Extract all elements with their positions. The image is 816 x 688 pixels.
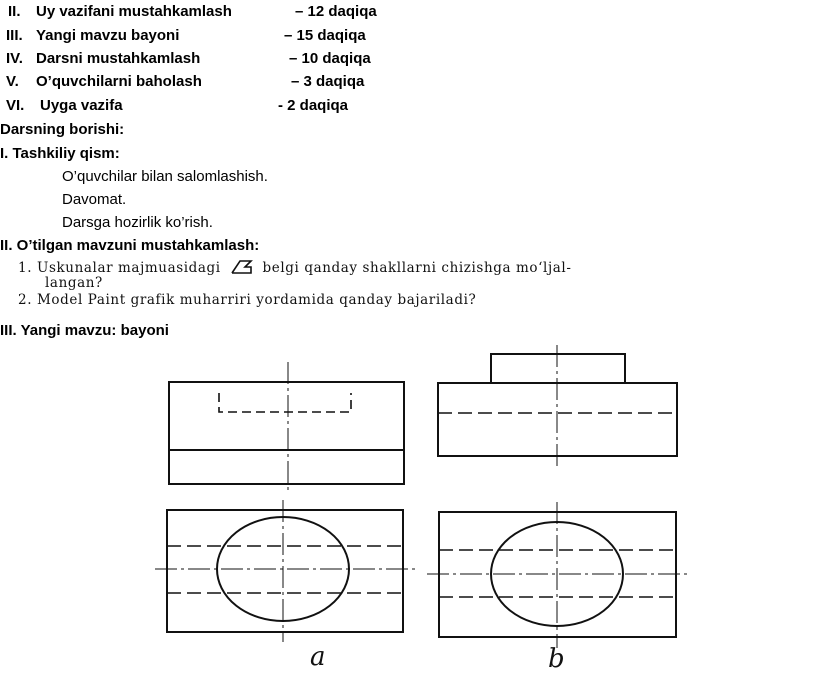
plan-time-3: – 15 daqiqa (284, 27, 366, 44)
figure-b-front-view (438, 345, 677, 470)
section1-item-2: Davomat. (62, 191, 127, 208)
darsning-borishi-heading: Darsning borishi: (0, 121, 125, 138)
section1-item-1: O’quvchilar bilan salomlashish. (62, 168, 268, 185)
plan-time-5: – 3 daqiqa (291, 73, 365, 90)
plan-num-2: II. (8, 3, 21, 20)
question-1-continuation: langan? (45, 275, 103, 291)
plan-num-6: VI. (6, 97, 25, 114)
plan-num-4: IV. (6, 50, 23, 67)
plan-time-6: - 2 daqiqa (278, 97, 349, 114)
figure-a-front-view (169, 362, 404, 494)
plan-title-4: Darsni mustahkamlash (36, 50, 201, 67)
section1-item-3: Darsga hozirlik ko’rish. (62, 214, 213, 231)
question-1-number: 1. (18, 260, 33, 276)
question-1-text-after: belgi qanday shakllarni chizishga mo‘ljal- (262, 260, 572, 276)
figure-a-top-view (155, 500, 415, 642)
question-1-text-before: Uskunalar majmuasidagi (37, 260, 221, 276)
plan-title-6: Uyga vazifa (40, 97, 123, 114)
plan-num-3: III. (6, 27, 23, 44)
figure-b-top-view (427, 502, 688, 648)
plan-title-3: Yangi mavzu bayoni (36, 27, 180, 44)
section2-heading: II. O’tilgan mavzuni mustahkamlash: (0, 237, 260, 254)
section3-heading: III. Yangi mavzu: bayoni (0, 322, 169, 339)
plan-title-5: O’quvchilarni baholash (36, 73, 202, 90)
figure-label-a: a (310, 642, 326, 672)
figure-label-b: b (548, 644, 565, 674)
plan-time-2: – 12 daqiqa (295, 3, 377, 20)
section1-heading: I. Tashkiliy qism: (0, 145, 120, 162)
plan-num-5: V. (6, 73, 19, 90)
plan-time-4: – 10 daqiqa (289, 50, 371, 67)
question-2: 2. Model Paint grafik muharriri yordamida qanday bajariladi? (18, 292, 477, 308)
plan-title-2: Uy vazifani mustahkamlash (36, 3, 232, 20)
